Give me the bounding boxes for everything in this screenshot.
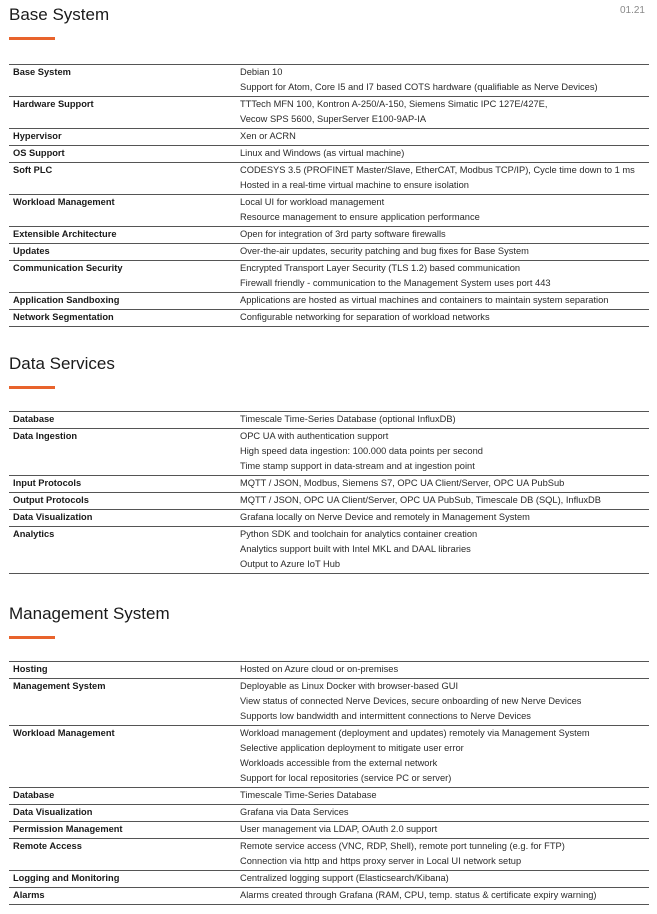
value-line: Analytics support built with Intel MKL and DAAL libraries <box>240 544 471 554</box>
value-line: Deployable as Linux Docker with browser-based GUI <box>240 681 459 691</box>
row-value <box>236 293 649 310</box>
row-value <box>236 871 649 888</box>
spec-table <box>9 411 649 574</box>
value-line: CODESYS 3.5 (PROFINET Master/Slave, EtherCAT, Modbus TCP/IP), Cycle time down to 1 ms <box>240 165 635 175</box>
value-line: Hosted in a real-time virtual machine to ensure isolation <box>240 180 469 190</box>
table-row <box>9 195 649 227</box>
row-value <box>236 726 649 788</box>
row-label: Workload Management <box>9 195 236 227</box>
row-label: Data Visualization <box>9 805 236 822</box>
row-value <box>236 510 649 527</box>
row-value <box>236 822 649 839</box>
table-row <box>9 871 649 888</box>
row-label: Output Protocols <box>9 493 236 510</box>
title-accent-bar <box>9 37 55 40</box>
section-base-system <box>9 5 649 327</box>
table-row <box>9 788 649 805</box>
value-line: OPC UA with authentication support <box>240 431 389 441</box>
value-line: Hosted on Azure cloud or on-premises <box>240 664 399 674</box>
section-title: Management System <box>9 604 170 623</box>
value-line: Connection via http and https proxy server in Local UI network setup <box>240 856 522 866</box>
row-label: Data Visualization <box>9 510 236 527</box>
table-row <box>9 65 649 97</box>
section-data-services <box>9 354 649 574</box>
table-row <box>9 146 649 163</box>
row-label: OS Support <box>9 146 236 163</box>
table-row <box>9 888 649 905</box>
row-label: Analytics <box>9 527 236 574</box>
row-label: Updates <box>9 244 236 261</box>
table-row <box>9 310 649 327</box>
section-title: Data Services <box>9 354 115 373</box>
row-value <box>236 227 649 244</box>
table-row <box>9 493 649 510</box>
row-label: Application Sandboxing <box>9 293 236 310</box>
value-line: Remote service access (VNC, RDP, Shell), remote port tunneling (e.g. for FTP) <box>240 841 565 851</box>
value-line: Support for local repositories (service PC or server) <box>240 773 452 783</box>
table-row <box>9 662 649 679</box>
row-value <box>236 429 649 476</box>
table-row <box>9 163 649 195</box>
table-row <box>9 527 649 574</box>
row-value <box>236 146 649 163</box>
table-row <box>9 429 649 476</box>
value-line: Applications are hosted as virtual machines and containers to maintain system separation <box>240 295 609 305</box>
row-value <box>236 476 649 493</box>
value-line: Debian 10 <box>240 67 283 77</box>
value-line: Output to Azure IoT Hub <box>240 559 341 569</box>
value-line: Workloads accessible from the external network <box>240 758 438 768</box>
value-line: MQTT / JSON, Modbus, Siemens S7, OPC UA Client/Server, OPC UA PubSub <box>240 478 565 488</box>
value-line: Grafana locally on Nerve Device and remotely in Management System <box>240 512 530 522</box>
value-line: Timescale Time-Series Database (optional InfluxDB) <box>240 414 456 424</box>
section-title: Base System <box>9 5 110 24</box>
row-label: Alarms <box>9 888 236 905</box>
table-row <box>9 261 649 293</box>
table-row <box>9 97 649 129</box>
value-line: Xen or ACRN <box>240 131 296 141</box>
value-line: Open for integration of 3rd party software firewalls <box>240 229 446 239</box>
table-row <box>9 244 649 261</box>
table-row <box>9 227 649 244</box>
value-line: Grafana via Data Services <box>240 807 349 817</box>
value-line: Python SDK and toolchain for analytics container creation <box>240 529 478 539</box>
row-label: Input Protocols <box>9 476 236 493</box>
table-row <box>9 839 649 871</box>
page-number: 01.21 <box>619 5 645 16</box>
row-label: Management System <box>9 679 236 726</box>
value-line: Encrypted Transport Layer Security (TLS 1.2) based communication <box>240 263 521 273</box>
table-row <box>9 679 649 726</box>
row-label: Soft PLC <box>9 163 236 195</box>
row-label: Workload Management <box>9 726 236 788</box>
table-row <box>9 822 649 839</box>
section-management-system <box>9 604 649 905</box>
value-line: TTTech MFN 100, Kontron A-250/A-150, Siemens Simatic IPC 127E/427E, <box>240 99 548 109</box>
row-label: Permission Management <box>9 822 236 839</box>
row-value <box>236 163 649 195</box>
value-line: MQTT / JSON, OPC UA Client/Server, OPC UA PubSub, Timescale DB (SQL), InfluxDB <box>240 495 601 505</box>
row-value <box>236 97 649 129</box>
table-row <box>9 726 649 788</box>
table-row <box>9 805 649 822</box>
row-value <box>236 310 649 327</box>
row-value <box>236 65 649 97</box>
value-line: Linux and Windows (as virtual machine) <box>240 148 405 158</box>
value-line: Timescale Time-Series Database <box>240 790 377 800</box>
row-label: Hypervisor <box>9 129 236 146</box>
value-line: Workload management (deployment and updates) remotely via Management System <box>240 728 590 738</box>
row-value <box>236 888 649 905</box>
row-value <box>236 244 649 261</box>
row-label: Remote Access <box>9 839 236 871</box>
value-line: Supports low bandwidth and intermittent connections to Nerve Devices <box>240 711 531 721</box>
spec-table <box>9 64 649 327</box>
value-line: Alarms created through Grafana (RAM, CPU, temp. status & certificate expiry warning) <box>240 890 597 900</box>
row-value <box>236 527 649 574</box>
row-label: Database <box>9 788 236 805</box>
value-line: View status of connected Nerve Devices, secure onboarding of new Nerve Devices <box>240 696 582 706</box>
row-label: Communication Security <box>9 261 236 293</box>
table-row <box>9 476 649 493</box>
row-label: Database <box>9 412 236 429</box>
row-value <box>236 261 649 293</box>
value-line: Resource management to ensure application performance <box>240 212 480 222</box>
value-line: High speed data ingestion: 100.000 data points per second <box>240 446 483 456</box>
row-label: Base System <box>9 65 236 97</box>
title-accent-bar <box>9 636 55 639</box>
row-value <box>236 412 649 429</box>
row-label: Extensible Architecture <box>9 227 236 244</box>
table-row <box>9 510 649 527</box>
row-value <box>236 839 649 871</box>
row-value <box>236 129 649 146</box>
row-label: Hardware Support <box>9 97 236 129</box>
value-line: Centralized logging support (Elasticsearch/Kibana) <box>240 873 449 883</box>
row-value <box>236 195 649 227</box>
value-line: Selective application deployment to mitigate user error <box>240 743 464 753</box>
row-label: Data Ingestion <box>9 429 236 476</box>
row-label: Hosting <box>9 662 236 679</box>
row-label: Network Segmentation <box>9 310 236 327</box>
row-label: Logging and Monitoring <box>9 871 236 888</box>
table-row <box>9 412 649 429</box>
table-row <box>9 293 649 310</box>
title-accent-bar <box>9 386 55 389</box>
value-line: Over-the-air updates, security patching and bug fixes for Base System <box>240 246 529 256</box>
value-line: Time stamp support in data-stream and at ingestion point <box>240 461 475 471</box>
value-line: Vecow SPS 5600, SuperServer E100-9AP-IA <box>240 114 427 124</box>
row-value <box>236 662 649 679</box>
row-value <box>236 805 649 822</box>
row-value <box>236 679 649 726</box>
spec-table <box>9 661 649 905</box>
table-row <box>9 129 649 146</box>
row-value <box>236 493 649 510</box>
value-line: Local UI for workload management <box>240 197 385 207</box>
value-line: Support for Atom, Core I5 and I7 based COTS hardware (qualifiable as Nerve Devices) <box>240 82 598 92</box>
row-value <box>236 788 649 805</box>
value-line: Configurable networking for separation of workload networks <box>240 312 490 322</box>
value-line: Firewall friendly - communication to the Management System uses port 443 <box>240 278 551 288</box>
value-line: User management via LDAP, OAuth 2.0 support <box>240 824 438 834</box>
